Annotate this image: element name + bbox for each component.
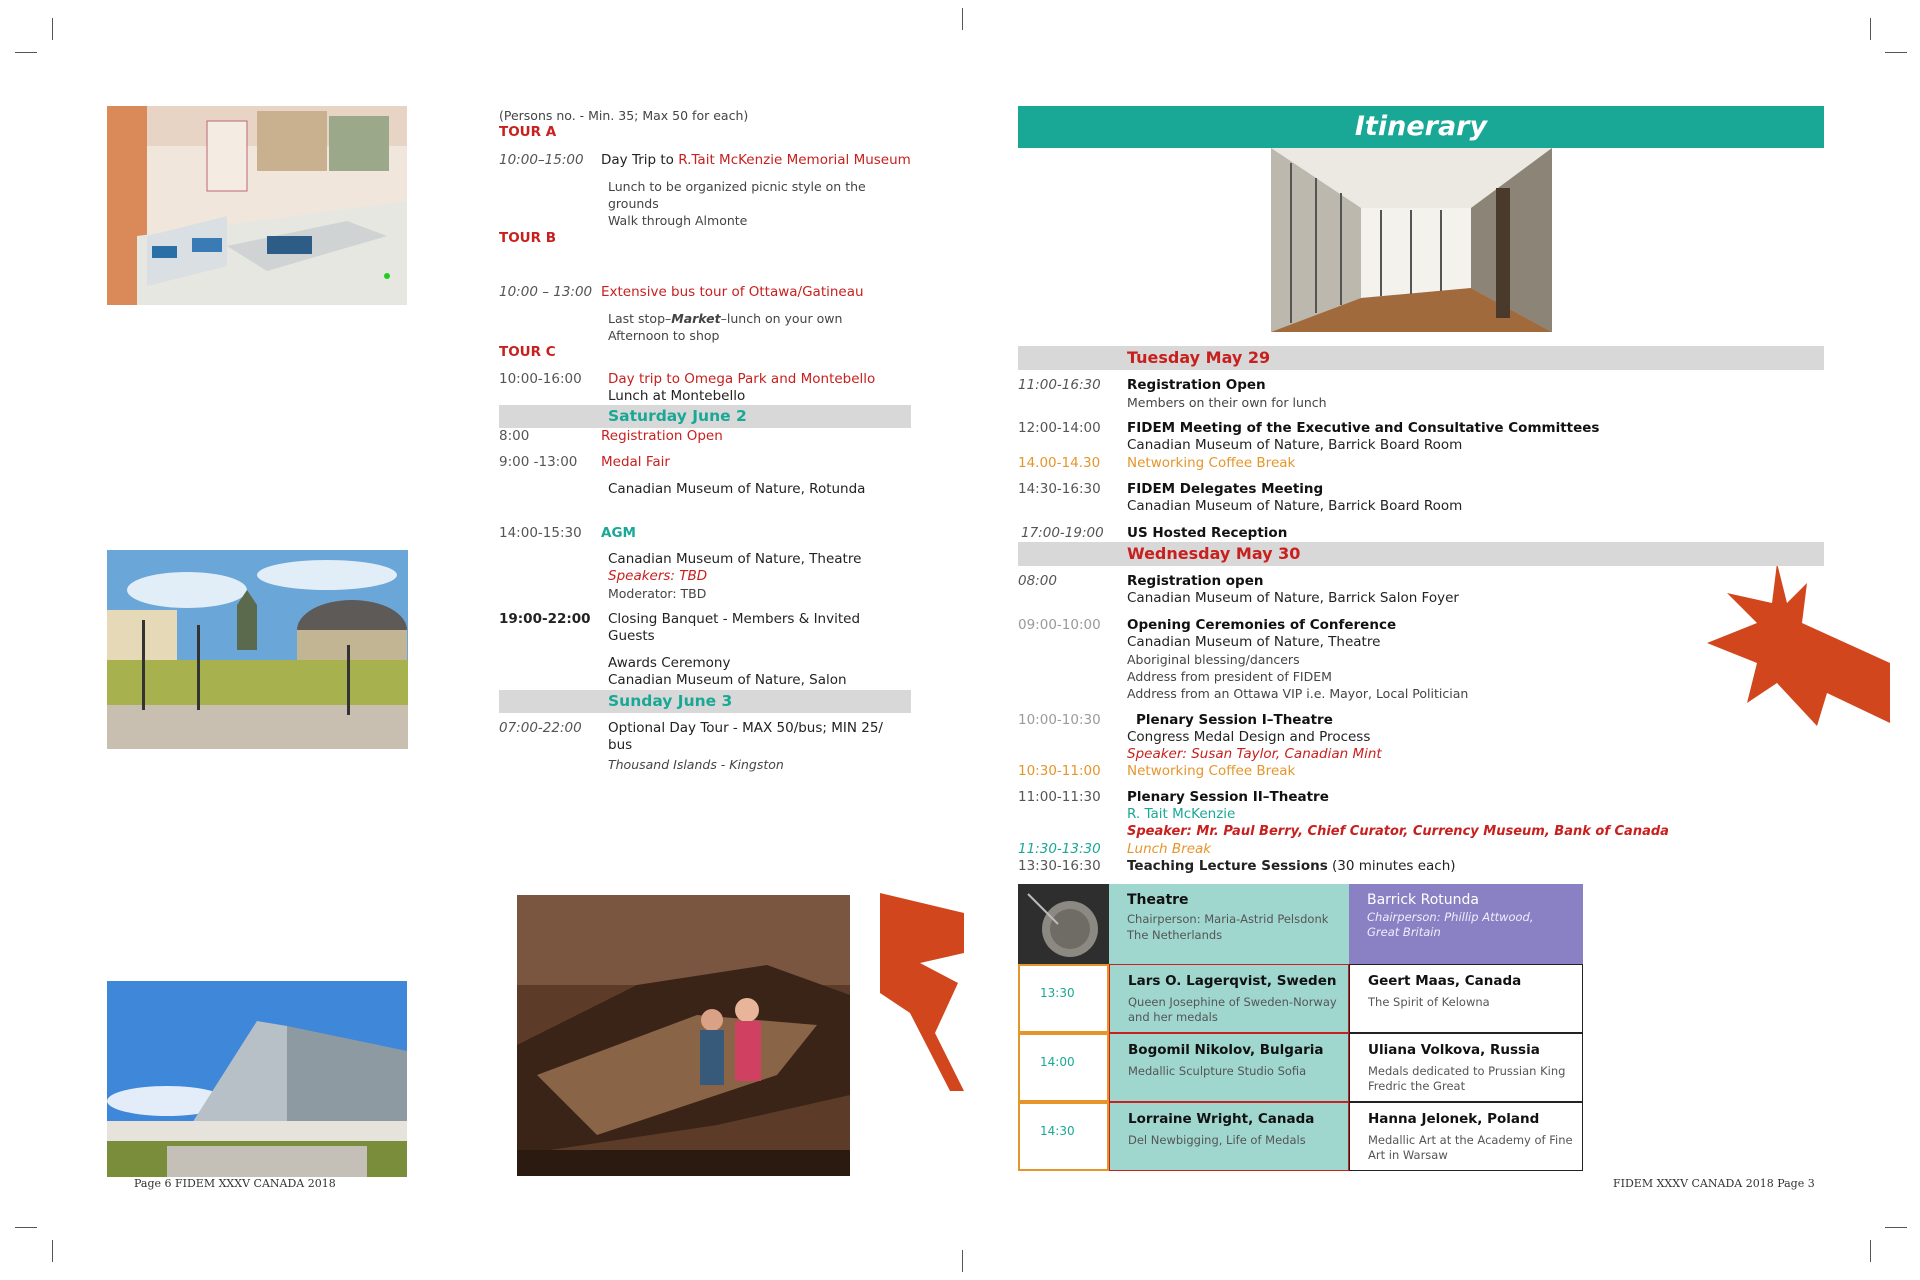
tue-r2-sub: Canadian Museum of Nature, Barrick Board Room — [1127, 437, 1463, 453]
rotunda-chair: Chairperson: Phillip Attwood, — [1367, 910, 1534, 924]
rotunda-speaker: Uliana Volkova, Russia — [1368, 1042, 1540, 1058]
saturday-r3-time: 14:00-15:30 — [499, 525, 582, 541]
itinerary-title: Itinerary — [1354, 111, 1488, 142]
saturday-r4-time: 19:00-22:00 — [499, 611, 591, 627]
wed-r1-title: Registration open — [1127, 573, 1264, 589]
wed-r3-time: 10:00-10:30 — [1018, 712, 1101, 728]
tue-r2-time: 12:00-14:00 — [1018, 420, 1101, 436]
crop-mark — [1870, 1240, 1871, 1262]
tue-r1-sub: Members on their own for lunch — [1127, 395, 1327, 410]
session-row — [1018, 1033, 1583, 1102]
wed-r5-title: Plenary Session II–Theatre — [1127, 789, 1329, 805]
tour-b-destination: Extensive bus tour of Ottawa/Gatineau — [601, 284, 864, 300]
wed-r2-sub3: Address from president of FIDEM — [1127, 669, 1332, 684]
wed-r7-line — [1127, 858, 1456, 875]
wed-r1-time: 08:00 — [1018, 573, 1057, 589]
saturday-r4-text1: Closing Banquet - Members & Invited — [608, 611, 861, 627]
saturday-r1-text: Registration Open — [601, 428, 723, 444]
theatre-title: Theatre — [1127, 892, 1189, 908]
sunday-tour-2: bus — [608, 737, 633, 753]
theatre-topic-1: Medallic Sculpture Studio Sofia — [1128, 1064, 1307, 1078]
wed-r2-sub2: Aboriginal blessing/dancers — [1127, 652, 1300, 667]
saturday-r2-text: Medal Fair — [601, 454, 670, 470]
tuesday-header: Tuesday May 29 — [1127, 348, 1271, 367]
market-text: Market — [671, 311, 721, 326]
sunday-time: 07:00-22:00 — [499, 720, 582, 736]
tour-a-destination: R.Tait McKenzie Memorial Museum — [678, 152, 911, 168]
session-time-cell — [1018, 964, 1109, 1033]
tour-a-grounds: grounds — [608, 196, 659, 211]
wed-r5-time: 11:00-11:30 — [1018, 789, 1101, 805]
wed-r3-speaker: Speaker: Susan Taylor, Canadian Mint — [1127, 746, 1382, 762]
left-page-footer: Page 6 FIDEM XXXV CANADA 2018 — [134, 1177, 336, 1190]
rotunda-session-cell — [1349, 1033, 1583, 1102]
last-stop-text: Last stop– — [608, 311, 672, 326]
tue-r2-title: FIDEM Meeting of the Executive and Consultative Committees — [1127, 420, 1600, 436]
theatre-country: The Netherlands — [1127, 928, 1223, 942]
session-time: 14:30 — [1040, 1124, 1075, 1138]
medal-thumbnail — [1018, 884, 1109, 964]
crop-mark — [15, 1227, 37, 1228]
dinosaur-skeleton-photo — [517, 895, 850, 1176]
wed-r5-speaker: Speaker: Mr. Paul Berry, Chief Curator, Currency Museum, Bank of Canada — [1127, 824, 1669, 839]
tue-r5-time: 17:00-19:00 — [1021, 525, 1104, 541]
rotunda-session-cell — [1349, 964, 1583, 1033]
theatre-speaker: Bogomil Nikolov, Bulgaria — [1128, 1042, 1324, 1058]
crop-mark — [52, 1240, 53, 1262]
theatre-topic-1: Queen Josephine of Sweden-Norway — [1128, 995, 1337, 1009]
wed-r7-note: (30 minutes each) — [1332, 858, 1456, 874]
tour-a-line — [601, 152, 911, 169]
saturday-r2-location: Canadian Museum of Nature, Rotunda — [608, 481, 866, 497]
tour-c-destination: Day trip to Omega Park and Montebello — [608, 371, 876, 387]
wed-r4-title: Networking Coffee Break — [1127, 763, 1296, 779]
theatre-session-cell — [1109, 1102, 1349, 1171]
tue-r1-title: Registration Open — [1127, 377, 1266, 393]
tour-b-shop: Afternoon to shop — [608, 328, 720, 343]
tue-r5-title: US Hosted Reception — [1127, 525, 1288, 541]
tour-a-text: Day Trip to — [601, 152, 674, 168]
theatre-session-cell — [1109, 964, 1349, 1033]
wed-r2-sub1: Canadian Museum of Nature, Theatre — [1127, 634, 1381, 650]
rotunda-speaker: Geert Maas, Canada — [1368, 973, 1522, 989]
lunch-own-text: –lunch on your own — [720, 311, 843, 326]
tour-c-time: 10:00-16:00 — [499, 371, 582, 387]
theatre-chair: Chairperson: Maria-Astrid Pelsdonk — [1127, 912, 1329, 926]
theatre-session-cell — [1109, 1033, 1349, 1102]
hall-interior-photo — [1271, 148, 1552, 332]
crop-mark — [15, 52, 37, 53]
tour-a-label: TOUR A — [499, 124, 557, 140]
crop-mark — [52, 18, 53, 40]
orange-splash-graphic-right — [1707, 563, 1890, 726]
wed-r6-title: Lunch Break — [1127, 841, 1212, 857]
crop-mark — [1885, 52, 1907, 53]
saturday-r3-text: AGM — [601, 525, 636, 541]
sunday-header: Sunday June 3 — [608, 692, 733, 710]
rotunda-topic-1: The Spirit of Kelowna — [1368, 995, 1490, 1009]
wed-r1-sub: Canadian Museum of Nature, Barrick Salon Foyer — [1127, 590, 1459, 606]
wed-r6-time: 11:30-13:30 — [1018, 841, 1101, 857]
wed-r2-sub4: Address from an Ottawa VIP i.e. Mayor, Local Politician — [1127, 686, 1469, 701]
museum-exhibit-photo — [107, 106, 407, 305]
crop-mark — [962, 1250, 963, 1272]
rotunda-country: Great Britain — [1367, 925, 1441, 939]
theatre-topic-1: Del Newbigging, Life of Medals — [1128, 1133, 1306, 1147]
crop-mark — [1870, 18, 1871, 40]
tour-c-label: TOUR C — [499, 344, 556, 360]
museum-of-history-photo — [107, 550, 408, 749]
saturday-awards-location: Canadian Museum of Nature, Salon — [608, 672, 847, 688]
saturday-r3-moderator: Moderator: TBD — [608, 586, 707, 601]
tour-a-lunch: Lunch to be organized picnic style on the — [608, 179, 866, 194]
wed-r4-time: 10:30-11:00 — [1018, 763, 1101, 779]
orange-splash-graphic — [880, 893, 964, 1091]
tour-b-last-stop — [608, 310, 842, 327]
rotunda-header-cell — [1349, 884, 1583, 964]
tue-r4-time: 14:30-16:30 — [1018, 481, 1101, 497]
tour-c-lunch: Lunch at Montebello — [608, 388, 746, 404]
tue-r4-title: FIDEM Delegates Meeting — [1127, 481, 1324, 497]
crop-mark — [962, 8, 963, 30]
session-row — [1018, 964, 1583, 1033]
saturday-header: Saturday June 2 — [608, 407, 747, 425]
tour-a-time: 10:00–15:00 — [499, 152, 584, 168]
session-row — [1018, 1102, 1583, 1171]
wed-r7-time: 13:30-16:30 — [1018, 858, 1101, 874]
wed-r3-sub1: Congress Medal Design and Process — [1127, 729, 1371, 745]
tue-r3-title: Networking Coffee Break — [1127, 455, 1296, 471]
saturday-r4-text2: Guests — [608, 628, 655, 644]
tour-a-walk: Walk through Almonte — [608, 213, 748, 228]
saturday-r3-location: Canadian Museum of Nature, Theatre — [608, 551, 862, 567]
rotunda-topic-1: Medals dedicated to Prussian King — [1368, 1064, 1566, 1078]
right-page-footer: FIDEM XXXV CANADA 2018 Page 3 — [1613, 1177, 1815, 1190]
tour-b-label: TOUR B — [499, 230, 557, 246]
tue-r1-time: 11:00-16:30 — [1018, 377, 1101, 393]
wed-r2-title: Opening Ceremonies of Conference — [1127, 617, 1397, 633]
saturday-r3-speakers: Speakers: TBD — [608, 568, 708, 584]
theatre-speaker: Lorraine Wright, Canada — [1128, 1111, 1315, 1127]
crop-mark — [1885, 1227, 1907, 1228]
saturday-awards: Awards Ceremony — [608, 655, 731, 671]
session-time-cell — [1018, 1033, 1109, 1102]
wed-r2-time: 09:00-10:00 — [1018, 617, 1101, 633]
session-time: 14:00 — [1040, 1055, 1075, 1069]
theatre-header-cell — [1109, 884, 1349, 964]
persons-note: (Persons no. - Min. 35; Max 50 for each) — [499, 108, 749, 123]
wednesday-header: Wednesday May 30 — [1127, 544, 1301, 563]
sunday-destination: Thousand Islands - Kingston — [608, 757, 784, 772]
rotunda-topic-2: Art in Warsaw — [1368, 1148, 1448, 1162]
rotunda-speaker: Hanna Jelonek, Poland — [1368, 1111, 1540, 1127]
tue-r3-time: 14.00-14.30 — [1018, 455, 1101, 471]
museum-building-photo — [107, 981, 407, 1177]
tue-r4-sub: Canadian Museum of Nature, Barrick Board Room — [1127, 498, 1463, 514]
wed-r3-title: Plenary Session I–Theatre — [1136, 712, 1333, 728]
session-time: 13:30 — [1040, 986, 1075, 1000]
rotunda-title: Barrick Rotunda — [1367, 892, 1479, 908]
saturday-r2-time: 9:00 -13:00 — [499, 454, 578, 470]
theatre-topic-2: and her medals — [1128, 1010, 1218, 1024]
wed-r5-sub1: R. Tait McKenzie — [1127, 806, 1236, 822]
rotunda-topic-2: Fredric the Great — [1368, 1079, 1466, 1093]
tour-b-time: 10:00 – 13:00 — [499, 284, 593, 300]
rotunda-session-cell — [1349, 1102, 1583, 1171]
rotunda-topic-1: Medallic Art at the Academy of Fine — [1368, 1133, 1573, 1147]
session-time-cell — [1018, 1102, 1109, 1171]
saturday-r1-time: 8:00 — [499, 428, 530, 444]
sunday-tour-1: Optional Day Tour - MAX 50/bus; MIN 25/ — [608, 720, 883, 736]
wed-r7-title: Teaching Lecture Sessions — [1127, 858, 1328, 874]
theatre-speaker: Lars O. Lagerqvist, Sweden — [1128, 973, 1337, 989]
